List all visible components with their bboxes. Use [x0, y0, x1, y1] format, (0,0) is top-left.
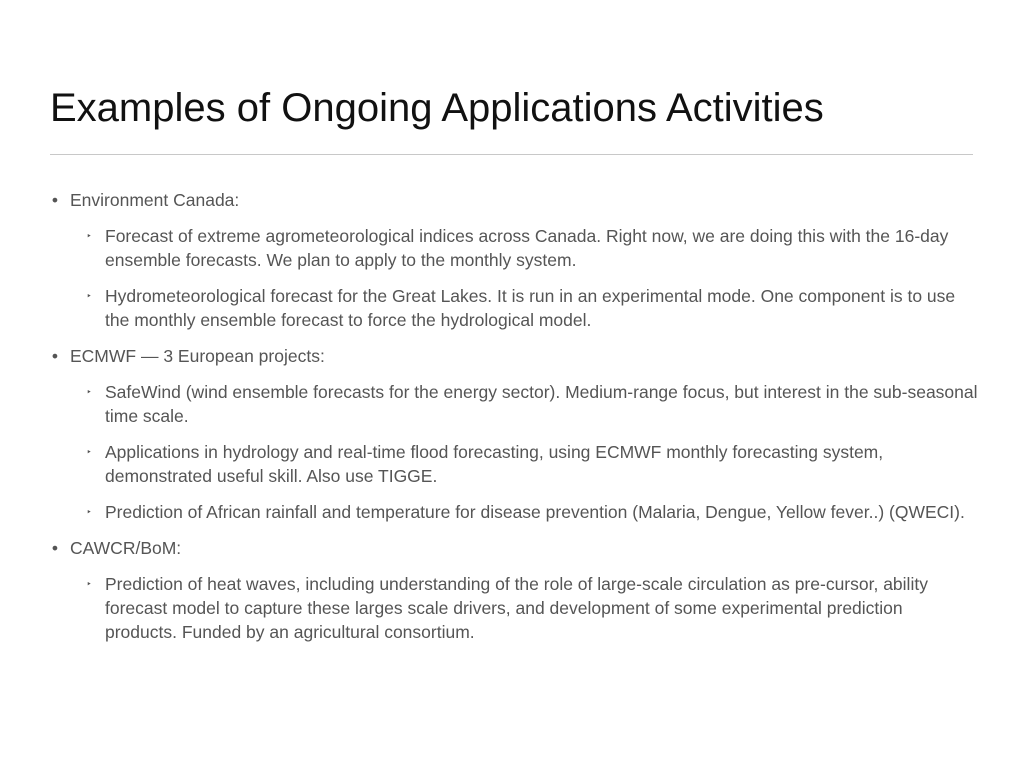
arrow-bullet-icon: ‣: [86, 231, 92, 241]
arrow-bullet-icon: ‣: [86, 447, 92, 457]
slide-content: [46, 188, 978, 656]
bullet-heading: CAWCR/BoM:: [70, 538, 182, 558]
bullet-heading: Environment Canada:: [70, 190, 240, 210]
arrow-bullet-icon: ‣: [86, 387, 92, 397]
sub-bullet: [46, 284, 978, 332]
bullet-dot-icon: •: [51, 190, 59, 210]
sub-bullet-text: Hydrometeorological forecast for the Great Lakes. It is run in an experimental mode. One component is to use the monthly ensemble forecast to force the hydrological model.: [105, 286, 956, 330]
sub-bullet-text: Forecast of extreme agrometeorological indices across Canada. Right now, we are doing this with the 16-day ensemble forecasts. We plan to apply to the monthly system.: [105, 226, 949, 270]
sub-bullet-text: Prediction of heat waves, including understanding of the role of large-scale circulation as pre-cursor, ability forecast model to capture these larges scale drivers, and development of some experimental prediction products. Funded by an agricultural consortium.: [105, 574, 928, 642]
title-divider: [50, 154, 973, 155]
arrow-bullet-icon: ‣: [86, 507, 92, 517]
sub-bullet-text: Applications in hydrology and real-time flood forecasting, using ECMWF monthly forecasting system, demonstrated useful skill. Also use TIGGE.: [105, 442, 884, 486]
arrow-bullet-icon: ‣: [86, 579, 92, 589]
bullet-dot-icon: •: [51, 346, 59, 366]
arrow-bullet-icon: ‣: [86, 291, 92, 301]
sub-bullet: [46, 440, 978, 488]
sub-bullet-text: Prediction of African rainfall and temperature for disease prevention (Malaria, Dengue, Yellow fever..) (QWECI).: [105, 502, 965, 522]
sub-bullet: [46, 572, 978, 644]
bullet-heading: ECMWF — 3 European projects:: [70, 346, 325, 366]
sub-bullet: [46, 380, 978, 428]
sub-bullet-text: SafeWind (wind ensemble forecasts for the energy sector). Medium-range focus, but interest in the sub-seasonal time scale.: [105, 382, 978, 426]
bullet-cawcr-bom: [46, 536, 978, 560]
sub-bullet: [46, 500, 978, 524]
bullet-ecmwf: [46, 344, 978, 368]
slide-title: Examples of Ongoing Applications Activities: [50, 86, 824, 130]
bullet-environment-canada: [46, 188, 978, 212]
bullet-dot-icon: •: [51, 538, 59, 558]
sub-bullet: [46, 224, 978, 272]
